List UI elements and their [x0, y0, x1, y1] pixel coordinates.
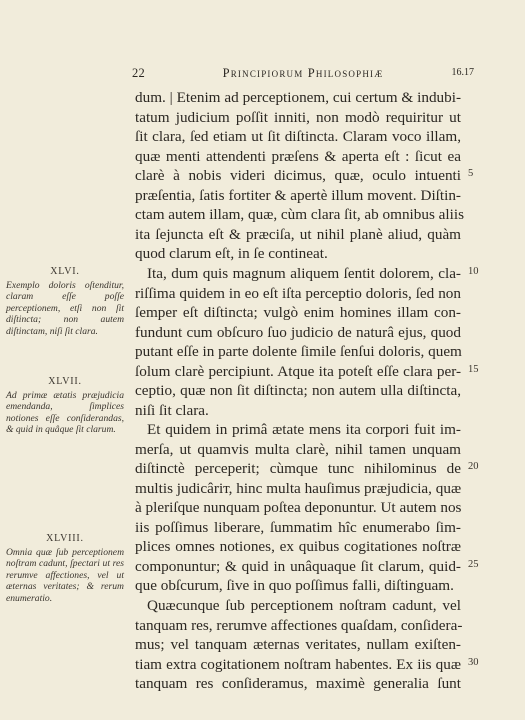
text-line: Quæcunque ſub perceptionem noſtram cadunt, vel: [147, 597, 461, 614]
margin-note-text: Exemplo doloris oſtenditur, claram eſſe poſſe perceptionem, etſi non ſit diſtincta; non autem diſtinctam, niſi ſit clara.: [6, 279, 124, 337]
text-line: ſit clara, ſed etiam ut ſit diſtincta. Claram voco illam,: [135, 128, 461, 145]
line-number: 20: [468, 461, 479, 472]
margin-note: [6, 266, 124, 338]
text-line: quæ menti attendenti præſens & apertа eſt : ſicut ea: [135, 147, 461, 165]
text-line: à pleriſque nunquam poſtea deponuntur. Ut autem nos: [135, 499, 462, 516]
text-line: merſa, ut quamvis multa clarè, nihil tamen unquam: [135, 440, 461, 458]
text-line: ſemper eſt diſtincta; vulgò enim homines illam con-: [135, 304, 461, 321]
text-line: clarè à nobis videri dicimus, quæ, oculo intuenti: [135, 167, 461, 184]
text-line: Ita, dum quis magnum aliquem ſentit dolorem, cla-: [147, 265, 461, 282]
text-line: ſolum clarè percipiunt. Atque ita poteſt eſſe clara per-: [135, 362, 461, 380]
running-header: [132, 66, 474, 84]
text-line: Et quidem in primâ ætate mens ita corpori fuit im-: [147, 421, 461, 438]
line-number: 30: [468, 656, 479, 668]
line-number: 15: [468, 363, 479, 375]
text-line: niſi ſit clara.: [135, 401, 209, 419]
text-line: ceptio, quæ non ſit diſtincta; non autem ulla diſtincta,: [135, 382, 461, 399]
text-line: multis judicâriт, hinc multa hauſimus præjudicia, quæ: [135, 479, 462, 497]
text-line: fundunt cum obſcuro ſuo judicio de naturâ ejus, quod: [135, 323, 461, 341]
text-line: mus; vel tanquam æternas veritates, nullam exiſten-: [135, 636, 461, 653]
text-line: que obſcurum, ſive in quo poſſimus falli, diſtinguam.: [135, 577, 454, 594]
margin-note-text: Ad primæ ætatis præjudicia emendanda, ſimplices notiones eſſe conſiderandas, & quid in quâque ſit clarum.: [6, 389, 124, 436]
line-number: 5: [468, 168, 474, 179]
text-line: diſtinctè perceperit; cùmque tunc nihilominus de: [135, 460, 461, 477]
margin-note-text: Omnia quæ ſub perceptionem noſtram cadunt, ſpectari ut res rerumve affectiones, vel ut æternas veritates; & rerum enumeratio.: [6, 546, 124, 604]
text-line: tiam extra cogitationem noſtram habentes. Ex iis quæ: [135, 655, 461, 673]
text-line: plices omnes notiones, ex quibus cogitationes noſtræ: [135, 538, 461, 555]
text-line: quod clarum eſt, in ſe contineat.: [135, 245, 328, 262]
text-line: componuntur; & quid in unâquaque ſit clarum, quid-: [135, 557, 461, 575]
margin-note-number: XLVI.: [50, 266, 80, 277]
text-line: præſentia, ſatis fortiter & apertè illum movent. Diſtin-: [135, 186, 461, 204]
margin-note: [6, 376, 124, 436]
margin-note: [6, 533, 124, 605]
text-line: putant eſſe in parte dolente ſimile ſenſui doloris, quem: [135, 343, 462, 360]
text-line: tanquam res, rerumve affectiones quaſdam, conſidera-: [135, 616, 463, 634]
line-number: 10: [468, 266, 479, 277]
page-number: 22: [132, 66, 146, 80]
line-number: 25: [468, 558, 479, 570]
text-line: tatum judicium poſſit inniti, non modò requiritur ut: [135, 108, 461, 126]
text-line: iis poſſimus liberare, ſummatim hîc enumerabo ſim-: [135, 518, 461, 536]
text-line: ctam autem illam, quæ, cùm clara ſit, ab omnibus aliis: [135, 206, 464, 223]
running-title: Principiorum Philosophiæ: [222, 66, 384, 80]
header-year: 16.17: [451, 67, 474, 78]
margin-note-number: XLVIII.: [46, 533, 84, 544]
text-line: ita ſejuncta eſt & præciſa, ut nihil planè aliud, quàm: [135, 225, 461, 243]
text-line: dum. | Etenim ad perceptionem, cui certum & indubi-: [135, 89, 461, 106]
text-line: tanquam res conſideramus, maximè generalia ſunt: [135, 675, 461, 692]
text-line: riſſima quidem in eo eſt iſta perceptio doloris, ſed non: [135, 284, 461, 302]
margin-note-number: XLVII.: [48, 376, 82, 387]
